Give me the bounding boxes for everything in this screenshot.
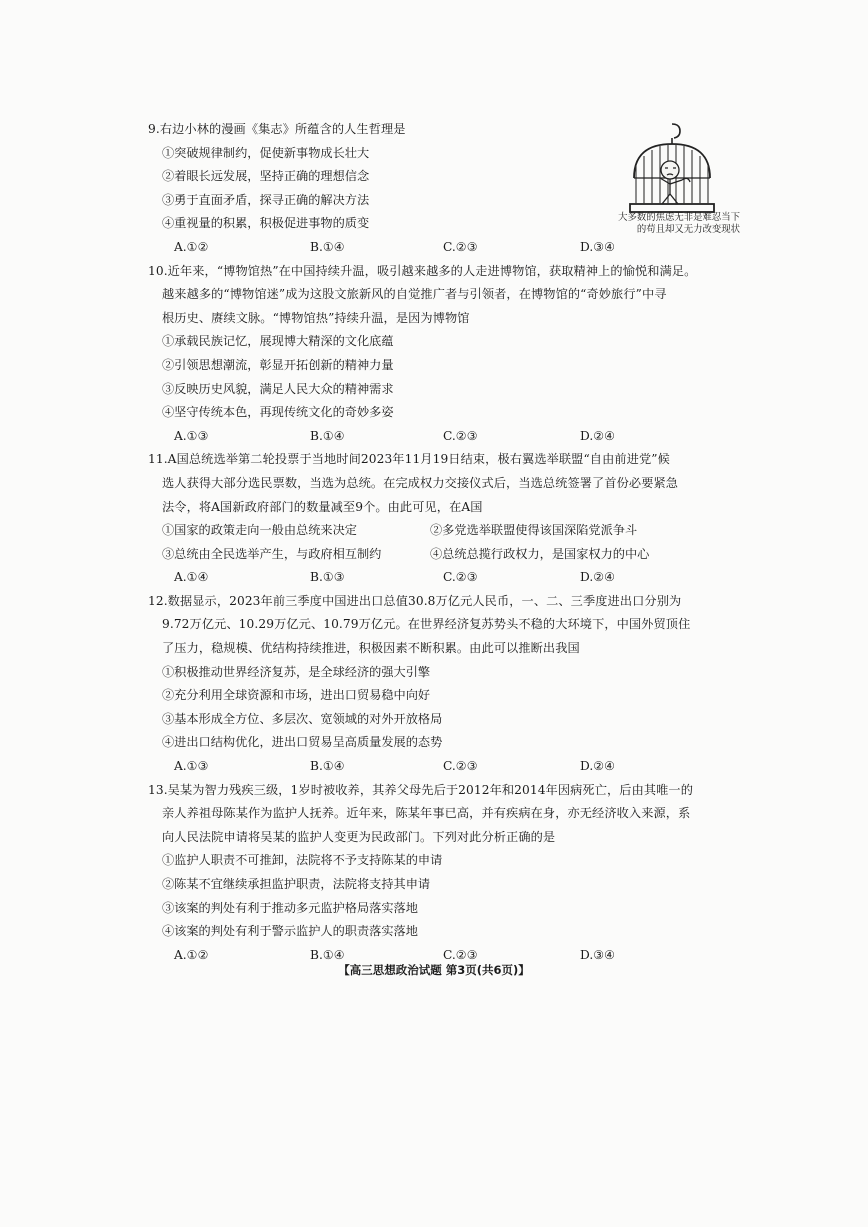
option-3: ③总统由全民选举产生，与政府相互制约 xyxy=(162,546,382,561)
caption-line: 的苟且却又无力改变现状 xyxy=(636,224,740,235)
question-list xyxy=(148,118,718,967)
choice-d: D.③④ xyxy=(580,239,616,254)
option-3: ③勇于直面矛盾，探寻正确的解决方法 xyxy=(162,192,370,207)
question-13 xyxy=(148,779,718,968)
option-row xyxy=(148,543,718,567)
option-2: ②引领思想潮流，彰显开拓创新的精神力量 xyxy=(162,357,394,372)
choice-d: D.②④ xyxy=(580,759,616,774)
option-4: ④进出口结构优化，进出口贸易呈高质量发展的态势 xyxy=(162,735,443,750)
option-4: ④重视量的积累，积极促进事物的质变 xyxy=(162,216,370,231)
option-3: ③基本形成全方位、多层次、宽领域的对外开放格局 xyxy=(162,711,443,726)
question-stem-line: 13.吴某为智力残疾三级，1岁时被收养，其养父母先后于2012年和2014年因病死亡，后由其唯一的 xyxy=(148,782,694,797)
question-stem-line: 11.A国总统选举第二轮投票于当地时间2023年11月19日结束，极右翼选举联盟“自由前进党”候 xyxy=(148,452,670,467)
answer-choices xyxy=(148,755,718,779)
option-1: ①监护人职责不可推卸，法院将不予支持陈某的申请 xyxy=(162,853,443,868)
question-stem-line: 越来越多的“博物馆迷”成为这股文旅新风的自觉推广者与引领者，在博物馆的“奇妙旅行”中寻 xyxy=(162,287,667,302)
question-stem-line: 向人民法院申请将吴某的监护人变更为民政部门。下列对此分析正确的是 xyxy=(162,829,556,844)
choice-c: C.②③ xyxy=(443,239,478,254)
choice-a: A.①③ xyxy=(174,759,209,774)
choice-c: C.②③ xyxy=(443,428,478,443)
choice-a: A.①④ xyxy=(174,570,209,585)
option-1: ①突破规律制约，促使新事物成长壮大 xyxy=(162,145,370,160)
option-4: ④该案的判处有利于警示监护人的职责落实落地 xyxy=(162,924,418,939)
option-3: ③该案的判处有利于推动多元监护格局落实落地 xyxy=(162,900,418,915)
option-2: ②陈某不宜继续承担监护职责，法院将支持其申请 xyxy=(162,877,431,891)
question-stem-line: 了压力，稳规模、优结构持续推进，积极因素不断积累。由此可以推断出我国 xyxy=(162,641,580,656)
choice-c: C.②③ xyxy=(443,759,478,774)
question-stem: 9.右边小林的漫画《集志》所蕴含的人生哲理是 xyxy=(148,122,406,136)
option-3: ③反映历史风貌，满足人民大众的精神需求 xyxy=(162,381,394,396)
option-2: ②充分利用全球资源和市场，进出口贸易稳中向好 xyxy=(162,688,431,703)
caption-line: 大多数的焦虑无非是难忍当下 xyxy=(618,212,740,223)
question-stem-line: 根历史、赓续文脉。“博物馆热”持续升温，是因为博物馆 xyxy=(162,310,470,325)
answer-choices xyxy=(148,566,718,590)
question-stem-line: 选人获得大部分选民票数，当选为总统。在完成权力交接仪式后，当选总统签署了首份必要紧急 xyxy=(162,475,679,490)
option-2: ②着眼长远发展，坚持正确的理想信念 xyxy=(162,169,370,184)
choice-d: D.②④ xyxy=(580,570,616,585)
option-4: ④坚守传统本色，再现传统文化的奇妙多姿 xyxy=(162,405,394,420)
answer-choices xyxy=(148,425,718,449)
choice-b: B.①④ xyxy=(310,759,345,774)
question-stem-line: 亲人养祖母陈某作为监护人抚养。近年来，陈某年事已高，并有疾病在身，亦无经济收入来源，系 xyxy=(162,806,691,821)
option-2: ②多党选举联盟使得该国深陷党派争斗 xyxy=(430,523,638,538)
choice-a: A.①② xyxy=(174,239,209,254)
page-footer: 【高三思想政治试题 第3页(共6页)】 xyxy=(338,963,530,977)
choice-c: C.②③ xyxy=(443,947,478,962)
question-stem-line: 法令，将A国新政府部门的数量减至9个。由此可见，在A国 xyxy=(162,499,483,514)
question-stem-line: 10.近年来，“博物馆热”在中国持续升温，吸引越来越多的人走进博物馆，获取精神上的愉悦和满足。 xyxy=(148,263,697,278)
question-10 xyxy=(148,260,718,449)
question-stem-line: 9.72万亿元、10.29万亿元、10.79万亿元。在世界经济复苏势头不稳的大环境下，中国外贸顶住 xyxy=(162,617,691,632)
cartoon-caption xyxy=(590,212,740,236)
question-stem-line: 12.数据显示，2023年前三季度中国进出口总值30.8万亿元人民币，一、二、三季度进出口分别为 xyxy=(148,593,682,608)
choice-b: B.①④ xyxy=(310,947,345,962)
option-1: ①承载民族记忆，展现博大精深的文化底蕴 xyxy=(162,334,394,349)
choice-d: D.②④ xyxy=(580,428,616,443)
choice-c: C.②③ xyxy=(443,570,478,585)
choice-b: B.①③ xyxy=(310,570,345,585)
question-12 xyxy=(148,590,718,779)
choice-b: B.①④ xyxy=(310,428,345,443)
choice-a: A.①③ xyxy=(174,428,209,443)
option-4: ④总统总揽行政权力，是国家权力的中心 xyxy=(430,546,650,561)
question-11 xyxy=(148,448,718,590)
choice-b: B.①④ xyxy=(310,239,345,254)
option-row xyxy=(148,519,718,543)
choice-a: A.①② xyxy=(174,947,209,962)
option-1: ①积极推动世界经济复苏，是全球经济的强大引擎 xyxy=(162,664,431,679)
option-1: ①国家的政策走向一般由总统来决定 xyxy=(162,523,357,538)
choice-d: D.③④ xyxy=(580,947,616,962)
